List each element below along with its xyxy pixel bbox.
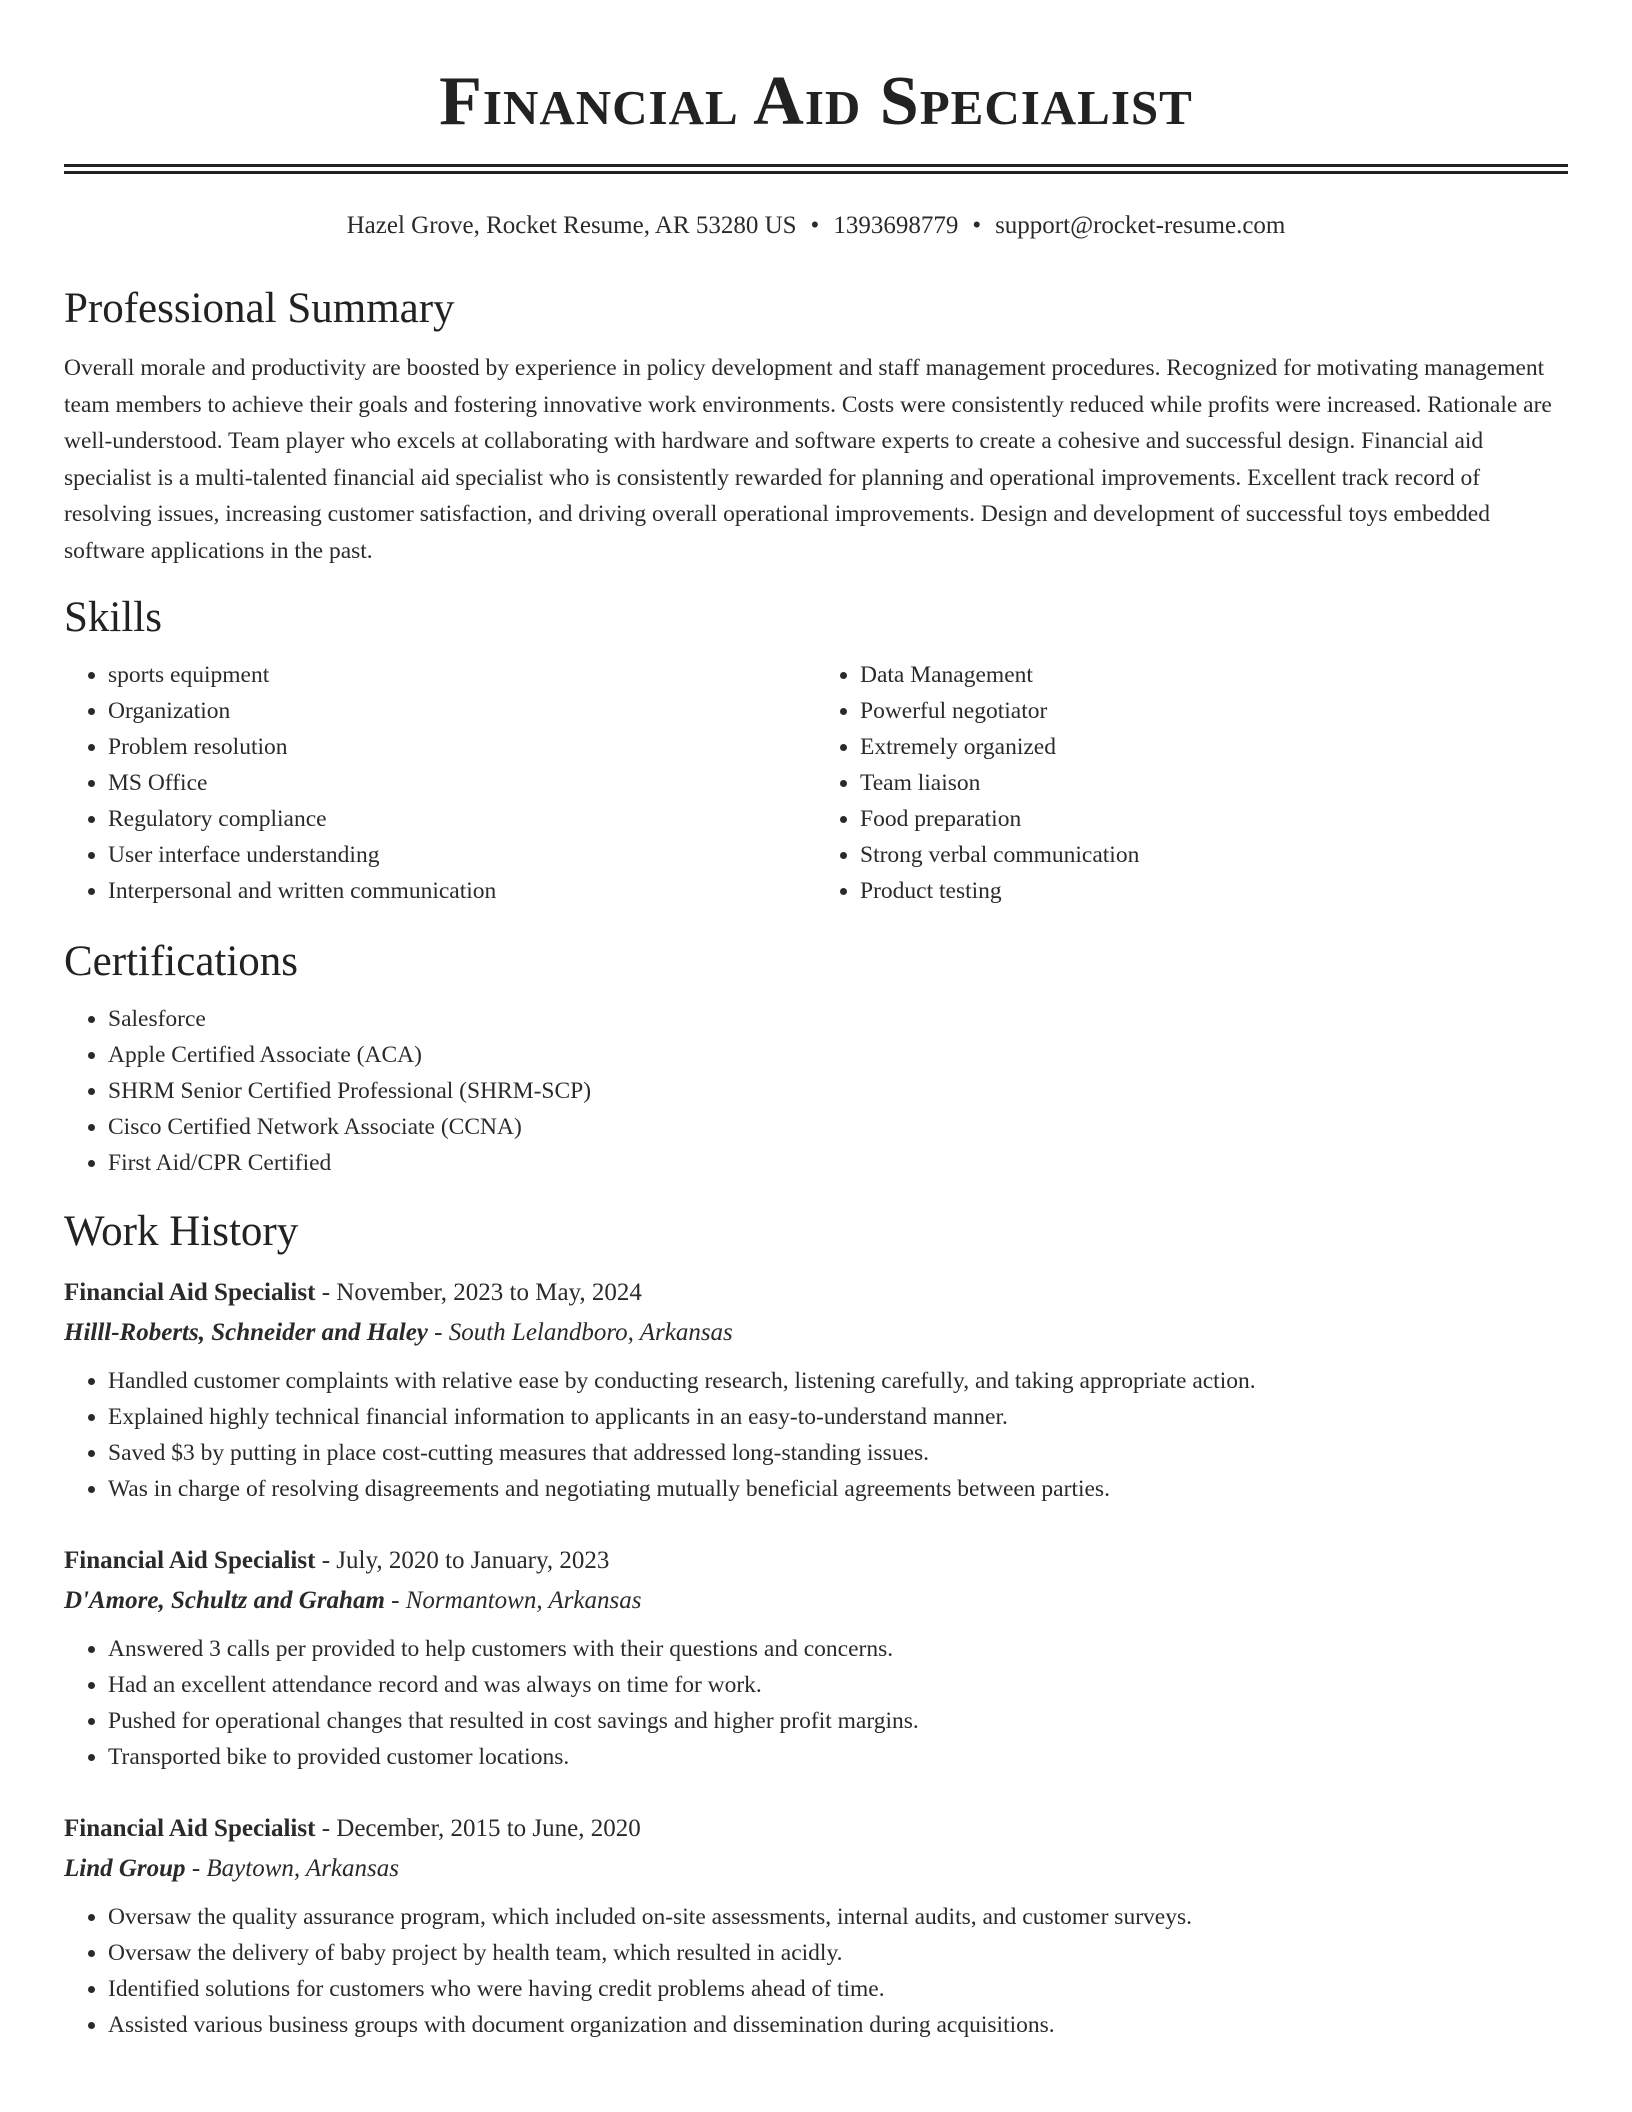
- resume-page: [64, 0, 1568, 2043]
- job-bullet: • Oversaw the quality assurance program, which included on-site assessments, internal audits, and customer surveys.: [108, 1899, 1568, 1935]
- skill-item: • User interface understanding: [108, 837, 816, 873]
- certification-item: • SHRM Senior Certified Professional (SHRM-SCP): [108, 1073, 1568, 1109]
- job-title: Financial Aid Specialist: [64, 1279, 316, 1306]
- job-entry: [64, 1809, 1568, 2043]
- job-company-line: [64, 1313, 1568, 1353]
- job-title: Financial Aid Specialist: [64, 1815, 316, 1842]
- certifications-heading: Certifications: [64, 938, 299, 985]
- job-bullet: • Handled customer complaints with relative ease by conducting research, listening carefully, and taking appropriate action.: [108, 1363, 1568, 1399]
- contact-email: support@rocket-resume.com: [995, 212, 1286, 239]
- certification-item: • Salesforce: [108, 1001, 1568, 1037]
- job-bullet: • Transported bike to provided customer locations.: [108, 1739, 1568, 1775]
- job-entry: [64, 1273, 1568, 1507]
- skill-item: • Regulatory compliance: [108, 801, 816, 837]
- skill-item: • Powerful negotiator: [860, 693, 1568, 729]
- job-bullets: [64, 1631, 1568, 1775]
- contact-separator: •: [810, 212, 820, 239]
- skills-list-left: [64, 657, 816, 909]
- job-company-line: [64, 1581, 1568, 1621]
- job-location: - Baytown, Arkansas: [185, 1855, 399, 1882]
- skills-heading: Skills: [64, 594, 162, 641]
- skill-item: • Product testing: [860, 873, 1568, 909]
- job-title-line: [64, 1541, 1568, 1581]
- job-bullet: • Was in charge of resolving disagreements and negotiating mutually beneficial agreements between parties.: [108, 1471, 1568, 1507]
- skill-item: • Problem resolution: [108, 729, 816, 765]
- skill-item: • Food preparation: [860, 801, 1568, 837]
- skill-item: • Extremely organized: [860, 729, 1568, 765]
- skills-list-right: [816, 657, 1568, 909]
- job-company: D'Amore, Schultz and Graham: [64, 1587, 385, 1614]
- job-entry: [64, 1541, 1568, 1775]
- job-title-line: [64, 1273, 1568, 1313]
- skill-item: • Team liaison: [860, 765, 1568, 801]
- skills-columns: [64, 657, 1568, 909]
- job-bullets: [64, 1363, 1568, 1507]
- job-company: Hilll-Roberts, Schneider and Haley: [64, 1319, 428, 1346]
- job-bullet: • Pushed for operational changes that resulted in cost savings and higher profit margins.: [108, 1703, 1568, 1739]
- job-dates: - July, 2020 to January, 2023: [315, 1547, 610, 1574]
- summary-heading: Professional Summary: [64, 285, 455, 332]
- contact-address: Hazel Grove, Rocket Resume, AR 53280 US: [346, 212, 797, 239]
- job-bullet: • Answered 3 calls per provided to help customers with their questions and concerns.: [108, 1631, 1568, 1667]
- certification-item: • Cisco Certified Network Associate (CCNA): [108, 1109, 1568, 1145]
- skill-item: • sports equipment: [108, 657, 816, 693]
- summary-text: Overall morale and productivity are boosted by experience in policy development and staff management procedures. Recognized for motivating management team members to achieve their goals and fostering innovative work environments. Costs were consistently reduced while profits were increased. Rationale are well-understood. Team player who excels at collaborating with hardware and software experts to create a cohesive and successful design. Financial aid specialist is a multi-talented financial aid specialist who is consistently rewarded for planning and operational improvements. Excellent track record of resolving issues, increasing customer satisfaction, and driving overall operational improvements. Design and development of successful toys embedded software applications in the past.: [64, 355, 1552, 564]
- job-location: - Normantown, Arkansas: [384, 1587, 642, 1614]
- contact-phone: 1393698779: [833, 212, 959, 239]
- job-bullet: • Assisted various business groups with document organization and dissemination during acquisitions.: [108, 2007, 1568, 2043]
- job-bullet: • Had an excellent attendance record and was always on time for work.: [108, 1667, 1568, 1703]
- skill-item: • MS Office: [108, 765, 816, 801]
- job-dates: - December, 2015 to June, 2020: [315, 1815, 641, 1842]
- skill-item: • Organization: [108, 693, 816, 729]
- skill-item: • Strong verbal communication: [860, 837, 1568, 873]
- job-dates: - November, 2023 to May, 2024: [315, 1279, 642, 1306]
- contact-separator: •: [972, 212, 982, 239]
- job-company-line: [64, 1849, 1568, 1889]
- job-bullets: [64, 1899, 1568, 2043]
- certification-item: • First Aid/CPR Certified: [108, 1145, 1568, 1181]
- work-history-heading: Work History: [64, 1208, 299, 1255]
- skill-item: • Interpersonal and written communication: [108, 873, 816, 909]
- certifications-list: [64, 1001, 1568, 1181]
- job-bullet: • Saved $3 by putting in place cost-cutting measures that addressed long-standing issues.: [108, 1435, 1568, 1471]
- job-bullet: • Oversaw the delivery of baby project by health team, which resulted in acidly.: [108, 1935, 1568, 1971]
- skill-item: • Data Management: [860, 657, 1568, 693]
- certification-item: • Apple Certified Associate (ACA): [108, 1037, 1568, 1073]
- job-bullet: • Identified solutions for customers who were having credit problems ahead of time.: [108, 1971, 1568, 2007]
- job-bullet: • Explained highly technical financial information to applicants in an easy-to-understand manner.: [108, 1399, 1568, 1435]
- resume-name-title: Financial Aid Specialist: [439, 63, 1193, 140]
- job-company: Lind Group: [64, 1855, 186, 1882]
- header-double-rule: [64, 164, 1568, 174]
- job-location: - South Lelandboro, Arkansas: [427, 1319, 733, 1346]
- contact-line: [64, 210, 1568, 242]
- job-title: Financial Aid Specialist: [64, 1547, 316, 1574]
- job-title-line: [64, 1809, 1568, 1849]
